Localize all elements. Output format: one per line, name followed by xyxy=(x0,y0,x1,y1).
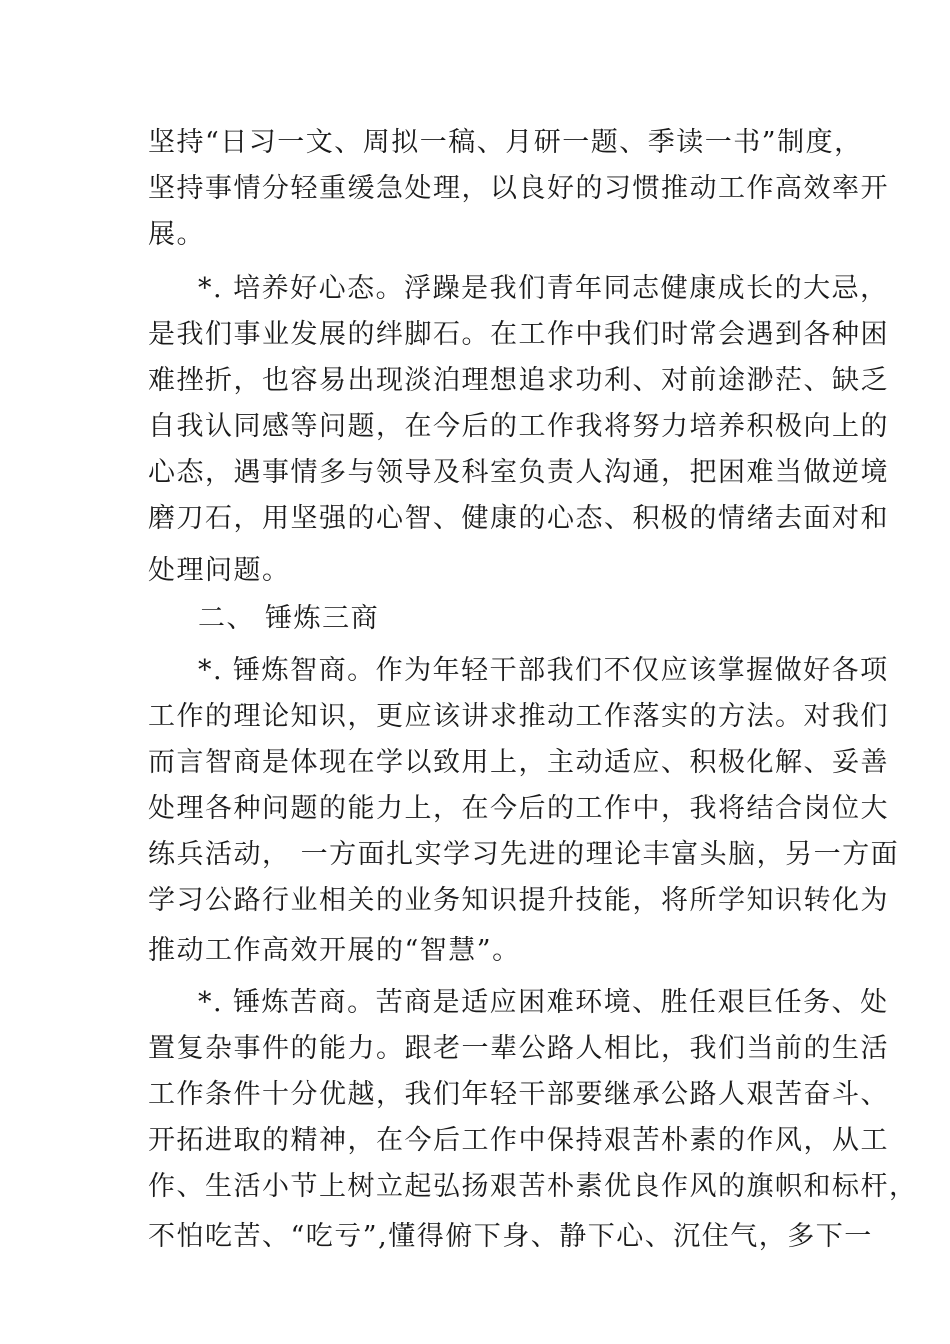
paragraph-line: 开拓进取的精神，在今后工作中保持艰苦朴素的作风，从工 xyxy=(148,1125,889,1156)
paragraph-line: 坚持事情分轻重缓急处理，以良好的习惯推动工作高效率开 xyxy=(148,173,889,204)
paragraph-line: 处理各种问题的能力上，在今后的工作中，我将结合岗位大 xyxy=(148,793,889,824)
paragraph-line: *. 锤炼智商。作为年轻干部我们不仅应该掌握做好各项 xyxy=(198,655,889,686)
paragraph-line: 推动工作高效开展的“智慧”。 xyxy=(148,935,521,966)
paragraph-line: 置复杂事件的能力。跟老一辈公路人相比，我们当前的生活 xyxy=(148,1033,889,1064)
paragraph-line: 坚持“日习一文、周拟一稿、月研一题、季读一书”制度， xyxy=(148,127,863,158)
paragraph-line: 难挫折，也容易出现淡泊理想追求功利、对前途渺茫、缺乏 xyxy=(148,365,889,396)
paragraph-line: *. 锤炼苦商。苦商是适应困难环境、胜任艰巨任务、处 xyxy=(198,987,889,1018)
paragraph-line: 是我们事业发展的绊脚石。在工作中我们时常会遇到各种困 xyxy=(148,319,889,350)
paragraph-line: 作、生活小节上树立起弘扬艰苦朴素优良作风的旗帜和标杆， xyxy=(148,1171,918,1202)
paragraph-line: *. 培养好心态。浮躁是我们青年同志健康成长的大忌， xyxy=(198,273,889,304)
paragraph-line: 学习公路行业相关的业务知识提升技能，将所学知识转化为 xyxy=(148,885,889,916)
paragraph-line: 而言智商是体现在学以致用上，主动适应、积极化解、妥善 xyxy=(148,747,889,778)
paragraph-line: 工作的理论知识，更应该讲求推动工作落实的方法。对我们 xyxy=(148,701,889,732)
paragraph-line: 练兵活动， 一方面扎实学习先进的理论丰富头脑，另一方面 xyxy=(148,839,900,870)
paragraph-line: 展。 xyxy=(148,219,205,250)
paragraph-line: 不怕吃苦、“吃亏”,懂得俯下身、静下心、沉住气，多下一 xyxy=(148,1221,873,1252)
paragraph-line: 工作条件十分优越，我们年轻干部要继承公路人艰苦奋斗、 xyxy=(148,1079,889,1110)
paragraph-line: 磨刀石，用坚强的心智、健康的心态、积极的情绪去面对和 xyxy=(148,503,889,534)
section-heading: 二、 锤炼三商 xyxy=(198,603,380,634)
paragraph-line: 自我认同感等问题，在今后的工作我将努力培养积极向上的 xyxy=(148,411,889,442)
paragraph-line: 处理问题。 xyxy=(148,555,291,586)
paragraph-line: 心态，遇事情多与领导及科室负责人沟通，把困难当做逆境 xyxy=(148,457,889,488)
